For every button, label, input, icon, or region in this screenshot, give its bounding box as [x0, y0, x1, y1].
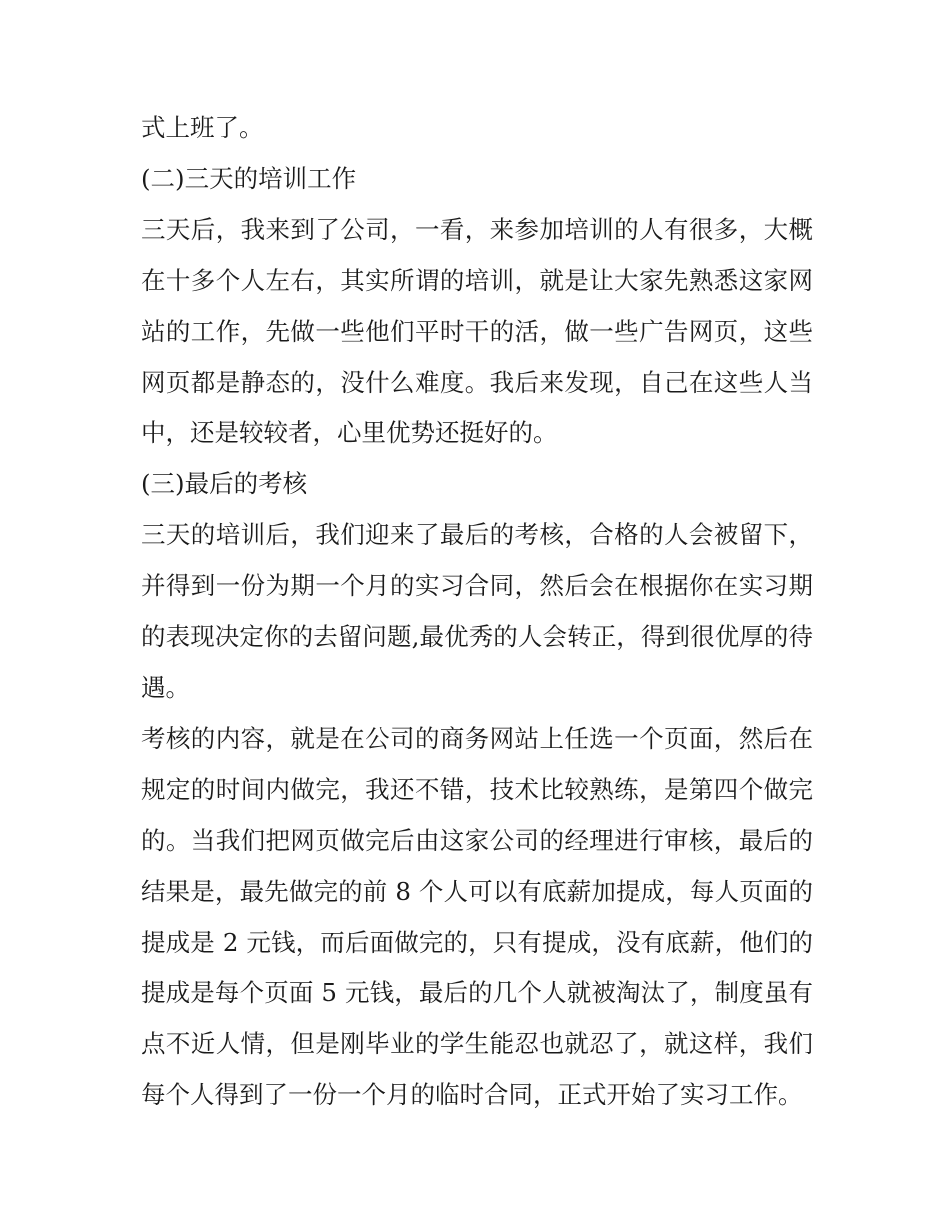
paragraph-assessment-details: 考核的内容，就是在公司的商务网站上任选一个页面，然后在规定的时间内做完，我还不错，技术比较熟练，是第四个做完的。当我们把网页做完后由这家公司的经理进行审核，最后的结果是，最先做完的前 8 个人可以有底薪加提成，每人页面的提成是 2 元钱，而后面做完的，只有提成，没有底薪，他们的提成是每个页面 5 元钱，最后的几个人就被淘汰了，制度虽有点不近人情，但是刚毕业的学生能忍也就忍了，就这样，我们每个人得到了一份一个月的临时合同，正式开始了实习工作。 — [141, 723, 813, 1110]
section-heading-training: (二)三天的培训工作 — [141, 163, 357, 193]
paragraph-training: 三天后，我来到了公司，一看，来参加培训的人有很多，大概在十多个人左右，其实所谓的培训，就是让大家先熟悉这家网站的工作，先做一些他们平时干的活，做一些广告网页，这些网页都是静态的，没什么难度。我后来发现，自己在这些人当中，还是较较者，心里优势还挺好的。 — [141, 214, 813, 448]
paragraph-assessment-intro: 三天的培训后，我们迎来了最后的考核，合格的人会被留下，并得到一份为期一个月的实习合同，然后会在根据你在实习期的表现决定你的去留问题,最优秀的人会转正，得到很优厚的待遇。 — [141, 520, 813, 702]
section-heading-assessment: (三)最后的考核 — [141, 469, 308, 499]
document-body — [141, 103, 813, 1121]
paragraph-continuation: 式上班了。 — [141, 113, 264, 142]
